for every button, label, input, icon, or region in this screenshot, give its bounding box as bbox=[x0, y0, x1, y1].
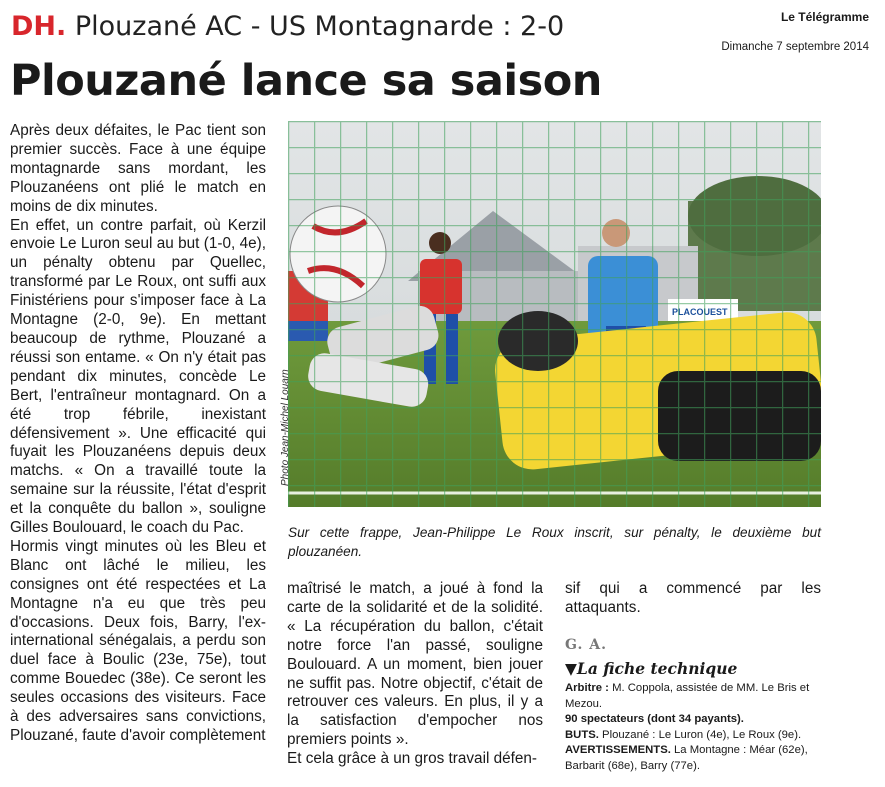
paragraph: maîtrisé le match, a joué à fond la carte de la solidarité et de la solidité. « La récupération du ballon, c'était notre force l'an passé, souligne Boulouard. A un moment, bien jouer ne suffit pas. Notre objectif, c'était de retrouver ces valeurs. En plus, il y a la satisfaction d'empocher nos premiers points ». bbox=[287, 580, 543, 749]
match-photo bbox=[288, 121, 821, 507]
newspaper-name: Le Télégramme bbox=[780, 10, 869, 24]
avert-label: AVERTISSEMENTS. bbox=[565, 744, 671, 756]
photo-caption: Sur cette frappe, Jean-Philippe Le Roux inscrit, sur pénalty, le deuxième but plouzanéen. bbox=[288, 525, 821, 559]
fiche-arbitre: Arbitre : M. Coppola, assistée de MM. Le Bris et Mezou. bbox=[565, 682, 810, 710]
headline: Plouzané lance sa saison bbox=[10, 56, 602, 106]
paragraph: Après deux défaites, le Pac tient son premier succès. Face à une équipe montagnarde sans mordant, les Plouzanéens ont plié le match en moins de dix minutes. bbox=[10, 122, 266, 215]
publication-date: Dimanche 7 septembre 2014 bbox=[721, 41, 869, 53]
arbitre-label: Arbitre : bbox=[565, 682, 609, 694]
author-signature: G. A. bbox=[565, 637, 607, 653]
buts-label: BUTS. bbox=[565, 728, 599, 741]
kicker bbox=[11, 10, 564, 44]
paragraph: Et cela grâce à un gros travail défen- bbox=[287, 750, 537, 768]
article-column-3 bbox=[565, 580, 821, 618]
match-result: Plouzané AC - US Montagnarde : 2-0 bbox=[74, 11, 565, 42]
paragraph: En effet, un contre parfait, où Kerzil envoie Le Luron seul au but (1-0, 4e), un pénalty obtenu par Quellec, transformé par Le Roux, ont suffi aux Finistériens pour s'imposer face à La Montagne (2-0, 9e). En mettant beaucoup de rythme, Plouzané a réussi son entame. « On n'y était pas pendant dix minutes, concède Le Bert, l'entraîneur montagnard. On a été trop fébrile, inexistant défensivement ». Une efficacité qui fuyait les Plouzanéens depuis deux matchs. « On a travaillé toute la semaine sur la réussite, l'état d'esprit et la conquête du ballon », souligne Gilles Boulouard, le coach du Pac. bbox=[10, 216, 266, 537]
article-column-2 bbox=[287, 580, 543, 769]
fiche-technique bbox=[565, 681, 821, 774]
fiche-buts: BUTS. Plouzané : Le Luron (4e), Le Roux (9e). bbox=[565, 728, 802, 741]
fiche-avertissements: AVERTISSEMENTS. La Montagne : Méar (62e), Barbarit (68e), Barry (77e). bbox=[565, 744, 808, 772]
article-column-1 bbox=[10, 122, 266, 746]
paragraph: Hormis vingt minutes où les Bleu et Blanc ont lâché le milieu, les consignes ont été respectées et La Montagne n'a eu que très peu d'occasions. Deux fois, Barry, l'ex-international sénégalais, a perdu son duel face à Boulic (23e, 75e), tout comme Bouedec (38e). Ce seront les seules occasions des visiteurs. Face à des adversaires sans convictions, Plouzané, faute d'avoir complètement bbox=[10, 537, 266, 744]
fiche-title: ▼La fiche technique bbox=[565, 659, 738, 678]
photo-credit: Photo Jean-Michel Louarn bbox=[280, 369, 291, 486]
league-label: DH. bbox=[11, 11, 67, 42]
fiche-spectateurs: 90 spectateurs (dont 34 payants). bbox=[565, 713, 744, 725]
paragraph: sif qui a commencé par les attaquants. bbox=[565, 580, 821, 616]
